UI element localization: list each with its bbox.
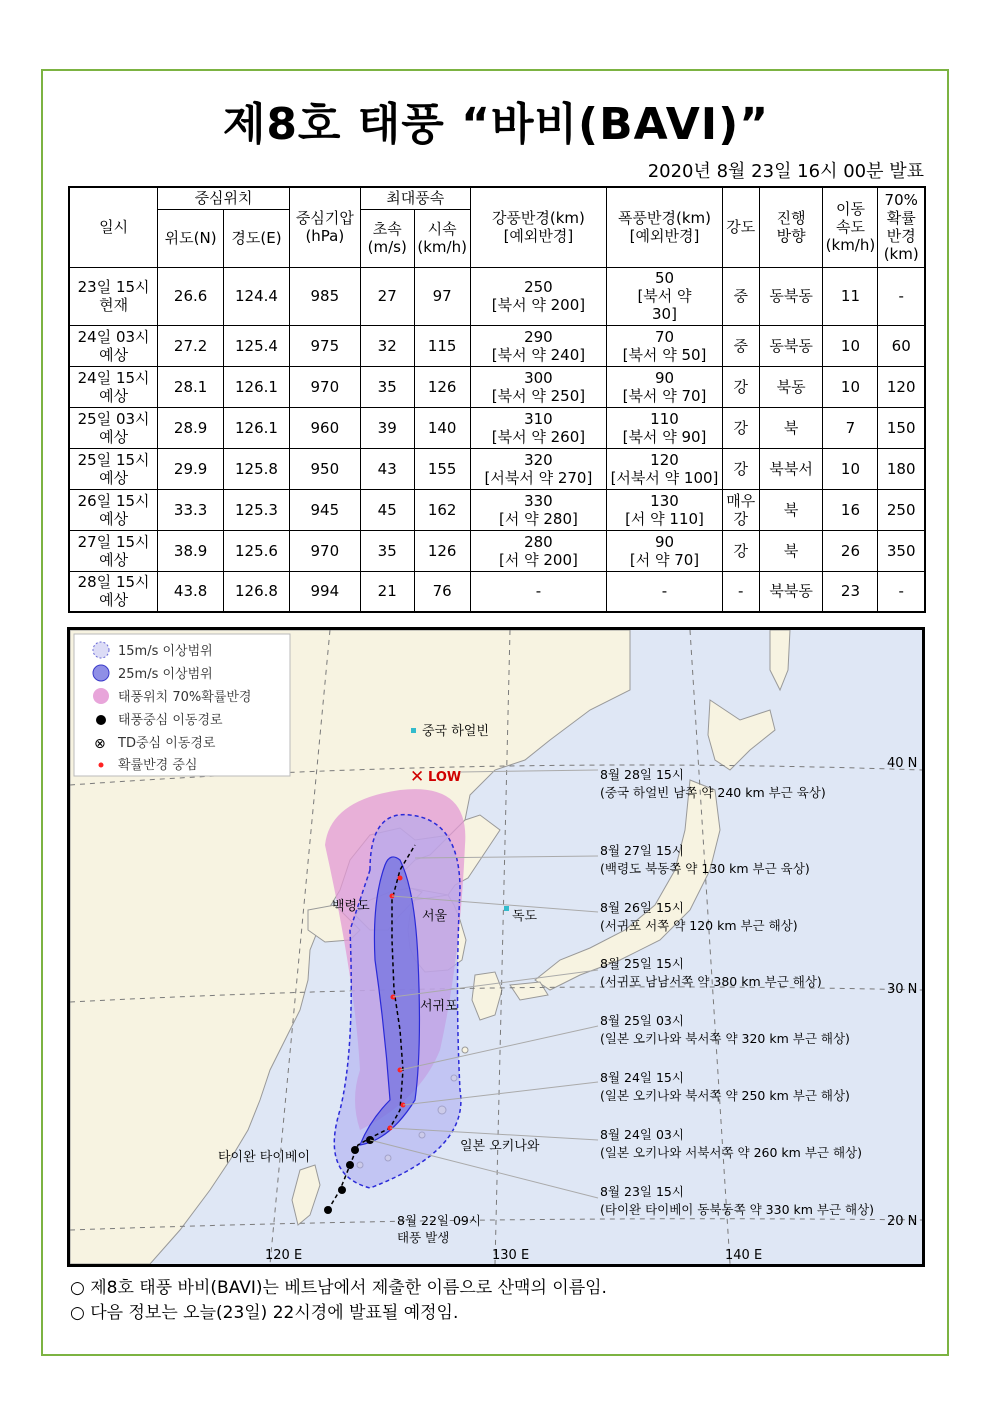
annotation-date: 8월 28일 15시 [600, 767, 684, 782]
cell-lon: 125.3 [224, 489, 290, 530]
annotation-date: 8월 25일 03시 [600, 1013, 684, 1028]
cell-pres: 970 [289, 366, 360, 407]
label-seoul: 서울 [422, 909, 448, 924]
lat-label-30: 30 N [887, 982, 918, 997]
annotation-desc: (중국 하얼빈 남쪽 약 240 km 부근 육상) [600, 785, 826, 800]
cell-ms: 43 [360, 448, 414, 489]
cell-spd: 7 [823, 407, 878, 448]
cell-kmh: 155 [414, 448, 470, 489]
cell-lon: 126.1 [224, 407, 290, 448]
typhoon-symbol-icon [338, 1186, 346, 1194]
cell-lon: 125.8 [224, 448, 290, 489]
cell-spd: 23 [823, 571, 878, 612]
cell-storm: 50 [북서 약 30] [607, 267, 723, 325]
legend-td-track: TD중심 이동경로 [118, 736, 216, 751]
header-direction [759, 187, 823, 267]
table-row [69, 407, 925, 448]
header-strong-radius [470, 187, 607, 267]
cell-pres: 985 [289, 267, 360, 325]
cell-pres: 975 [289, 325, 360, 366]
cell-storm: - [607, 571, 723, 612]
cell-storm: 90 [북서 약 70] [607, 366, 723, 407]
lon-label-140: 140 E [725, 1248, 763, 1263]
cell-int: 강 [722, 448, 759, 489]
typhoon-symbol-icon [346, 1161, 354, 1169]
issued-time: 2020년 8월 23일 16시 00분 발표 [647, 161, 924, 182]
note-1: ○ 제8호 태풍 바비(BAVI)는 베트남에서 제출한 이름으로 산맥의 이름임. [70, 1278, 607, 1298]
cell-pres: 945 [289, 489, 360, 530]
cell-dir: 북북서 [759, 448, 823, 489]
cell-strong: 320 [서북서 약 270] [470, 448, 607, 489]
header-prob [878, 187, 925, 267]
map-svg [70, 630, 922, 1264]
legend-td-icon: ⊗ [94, 736, 106, 752]
annotation-desc: (서귀포 서쪽 약 120 km 부근 해상) [600, 918, 798, 933]
table-row [69, 530, 925, 571]
notes [70, 1276, 607, 1326]
cell-int: 강 [722, 530, 759, 571]
header-pressure-text: 중심기압 (hPa) [295, 209, 354, 246]
cell-strong: 310 [북서 약 260] [470, 407, 607, 448]
cell-time: 25일 03시 예상 [69, 407, 158, 448]
table-row [69, 366, 925, 407]
header-time: 일시 [69, 187, 158, 267]
header-ms-text: 초속 (m/s) [367, 220, 407, 256]
cell-kmh: 126 [414, 530, 470, 571]
cell-strong: 250 [북서 약 200] [470, 267, 607, 325]
cell-pres: 970 [289, 530, 360, 571]
cell-pres: 950 [289, 448, 360, 489]
legend-prob: 태풍위치 70%확률반경 [118, 690, 252, 705]
table-row [69, 489, 925, 530]
annotation-date: 8월 24일 03시 [600, 1127, 684, 1142]
cell-strong: 280 [서 약 200] [470, 530, 607, 571]
cell-prob: 150 [878, 407, 925, 448]
lon-label-120: 120 E [265, 1248, 303, 1263]
annotation-desc: (백령도 북동쪽 약 130 km 부근 육상) [600, 861, 810, 876]
map-legend [74, 634, 290, 776]
cell-prob: 350 [878, 530, 925, 571]
lat-label-20: 20 N [887, 1214, 918, 1229]
city-marker-icon [504, 906, 509, 911]
cell-lon: 125.4 [224, 325, 290, 366]
annotation-desc: (일본 오키나와 북서쪽 약 250 km 부근 해상) [600, 1088, 850, 1103]
header-speed [823, 187, 878, 267]
annotation-desc: (일본 오키나와 서북서쪽 약 260 km 부근 해상) [600, 1145, 862, 1160]
cell-storm: 110 [북서 약 90] [607, 407, 723, 448]
cell-prob: - [878, 571, 925, 612]
island [462, 1047, 468, 1053]
label-taipei: 타이완 타이베이 [218, 1150, 311, 1165]
cell-lon: 124.4 [224, 267, 290, 325]
cell-strong: 300 [북서 약 250] [470, 366, 607, 407]
cell-storm: 90 [서 약 70] [607, 530, 723, 571]
legend-25ms: 25m/s 이상범위 [118, 667, 213, 682]
cell-spd: 10 [823, 325, 878, 366]
cell-ms: 35 [360, 530, 414, 571]
header-pressure [289, 187, 360, 267]
lon-label-130: 130 E [492, 1248, 530, 1263]
cell-lat: 33.3 [158, 489, 224, 530]
td-cross-icon: ✕ [410, 767, 425, 787]
cell-dir: 북 [759, 489, 823, 530]
cell-lat: 43.8 [158, 571, 224, 612]
cell-lat: 28.9 [158, 407, 224, 448]
header-intensity: 강도 [722, 187, 759, 267]
city-marker-icon [411, 728, 416, 733]
label-okinawa: 일본 오키나와 [460, 1139, 540, 1154]
note-2: ○ 다음 정보는 오늘(23일) 22시경에 발표될 예정임. [70, 1303, 459, 1323]
annotation-date: 8월 26일 15시 [600, 900, 684, 915]
cell-prob: 120 [878, 366, 925, 407]
header-center: 중심위치 [158, 187, 290, 209]
cell-int: - [722, 571, 759, 612]
legend-typhoon-icon [96, 715, 106, 725]
cell-dir: 동북동 [759, 325, 823, 366]
cell-time: 23일 15시 현재 [69, 267, 158, 325]
cell-dir: 북 [759, 530, 823, 571]
forecast-body [69, 267, 925, 612]
cell-ms: 32 [360, 325, 414, 366]
label-harbin: 중국 하얼빈 [422, 724, 489, 739]
genesis-desc: 태풍 발생 [397, 1230, 450, 1245]
cell-kmh: 115 [414, 325, 470, 366]
typhoon-symbol-icon [351, 1146, 359, 1154]
cell-ms: 39 [360, 407, 414, 448]
cell-time: 25일 15시 예상 [69, 448, 158, 489]
cell-dir: 북북동 [759, 571, 823, 612]
cell-storm: 120 [서북서 약 100] [607, 448, 723, 489]
cell-spd: 10 [823, 448, 878, 489]
cell-int: 중 [722, 325, 759, 366]
table-row [69, 325, 925, 366]
header-lat: 위도(N) [158, 209, 224, 267]
cell-dir: 북동 [759, 366, 823, 407]
cell-lat: 29.9 [158, 448, 224, 489]
prob-center-icon [398, 876, 403, 881]
cell-lat: 26.6 [158, 267, 224, 325]
cell-prob: 250 [878, 489, 925, 530]
cell-storm: 70 [북서 약 50] [607, 325, 723, 366]
label-baengnyeong: 백령도 [332, 899, 370, 914]
legend-15ms-icon [93, 642, 109, 658]
cell-lat: 38.9 [158, 530, 224, 571]
header-strong-text: 강풍반경(km) [예외반경] [491, 209, 585, 246]
annotation-desc: (서귀포 남남서쪽 약 380 km 부근 해상) [600, 974, 822, 989]
cell-time: 27일 15시 예상 [69, 530, 158, 571]
header-speed-text: 이동 속도 (km/h) [825, 200, 876, 255]
cell-time: 24일 15시 예상 [69, 366, 158, 407]
cell-spd: 11 [823, 267, 878, 325]
cell-dir: 동북동 [759, 267, 823, 325]
cell-kmh: 76 [414, 571, 470, 612]
cell-time: 26일 15시 예상 [69, 489, 158, 530]
header-kmh-text: 시속 (km/h) [417, 220, 467, 256]
low-label: LOW [428, 770, 462, 785]
header-ms [360, 209, 414, 267]
legend-15ms: 15m/s 이상범위 [118, 644, 213, 659]
cell-lon: 126.1 [224, 366, 290, 407]
annotation-date: 8월 27일 15시 [600, 843, 684, 858]
cell-lon: 126.8 [224, 571, 290, 612]
header-storm-text: 폭풍반경(km) [예외반경] [618, 209, 711, 246]
forecast-table [68, 186, 926, 613]
cell-spd: 10 [823, 366, 878, 407]
header-kmh [414, 209, 470, 267]
annotation-date: 8월 25일 15시 [600, 956, 684, 971]
cell-ms: 21 [360, 571, 414, 612]
annotation-desc: (타이완 타이베이 동북동쪽 약 330 km 부근 해상) [600, 1202, 875, 1217]
typhoon-symbol-icon [324, 1206, 332, 1214]
annotation-date: 8월 23일 15시 [600, 1184, 684, 1199]
legend-typhoon-track: 태풍중심 이동경로 [118, 713, 223, 728]
cell-int: 매우 강 [722, 489, 759, 530]
header-lon: 경도(E) [224, 209, 290, 267]
header-maxwind: 최대풍속 [360, 187, 470, 209]
table-row [69, 267, 925, 325]
cell-kmh: 126 [414, 366, 470, 407]
lat-label-40: 40 N [887, 756, 918, 771]
cell-pres: 960 [289, 407, 360, 448]
label-seogwipo: 서귀포 [420, 999, 458, 1014]
page-title: 제8호 태풍 “바비(BAVI)” [222, 99, 770, 150]
legend-25ms-icon [93, 665, 109, 681]
table-row [69, 571, 925, 612]
annotation-date: 8월 24일 15시 [600, 1070, 684, 1085]
cell-spd: 26 [823, 530, 878, 571]
cell-time: 24일 03시 예상 [69, 325, 158, 366]
cell-lat: 27.2 [158, 325, 224, 366]
genesis-date: 8월 22일 09시 [397, 1213, 481, 1228]
cell-prob: - [878, 267, 925, 325]
header-prob-text: 70% 확률 반경 (km) [883, 191, 919, 264]
legend-prob-icon [93, 688, 109, 704]
cell-int: 강 [722, 407, 759, 448]
cell-int: 중 [722, 267, 759, 325]
cell-spd: 16 [823, 489, 878, 530]
cell-storm: 130 [서 약 110] [607, 489, 723, 530]
cell-prob: 180 [878, 448, 925, 489]
table-row [69, 448, 925, 489]
typhoon-track-map [67, 627, 925, 1267]
legend-center-icon [99, 763, 104, 768]
legend-center: 확률반경 중심 [118, 758, 198, 773]
annotation-desc: (일본 오키나와 북서쪽 약 320 km 부근 해상) [600, 1031, 850, 1046]
cell-int: 강 [722, 366, 759, 407]
cell-prob: 60 [878, 325, 925, 366]
cell-kmh: 97 [414, 267, 470, 325]
cell-dir: 북 [759, 407, 823, 448]
cell-ms: 27 [360, 267, 414, 325]
cell-kmh: 162 [414, 489, 470, 530]
header-direction-text: 진행 방향 [776, 209, 806, 246]
cell-ms: 45 [360, 489, 414, 530]
cell-lat: 28.1 [158, 366, 224, 407]
cell-time: 28일 15시 예상 [69, 571, 158, 612]
cell-strong: - [470, 571, 607, 612]
label-dokdo: 독도 [512, 909, 538, 924]
cell-lon: 125.6 [224, 530, 290, 571]
header-storm-radius [607, 187, 723, 267]
cell-strong: 290 [북서 약 240] [470, 325, 607, 366]
cell-strong: 330 [서 약 280] [470, 489, 607, 530]
cell-kmh: 140 [414, 407, 470, 448]
cell-ms: 35 [360, 366, 414, 407]
cell-pres: 994 [289, 571, 360, 612]
